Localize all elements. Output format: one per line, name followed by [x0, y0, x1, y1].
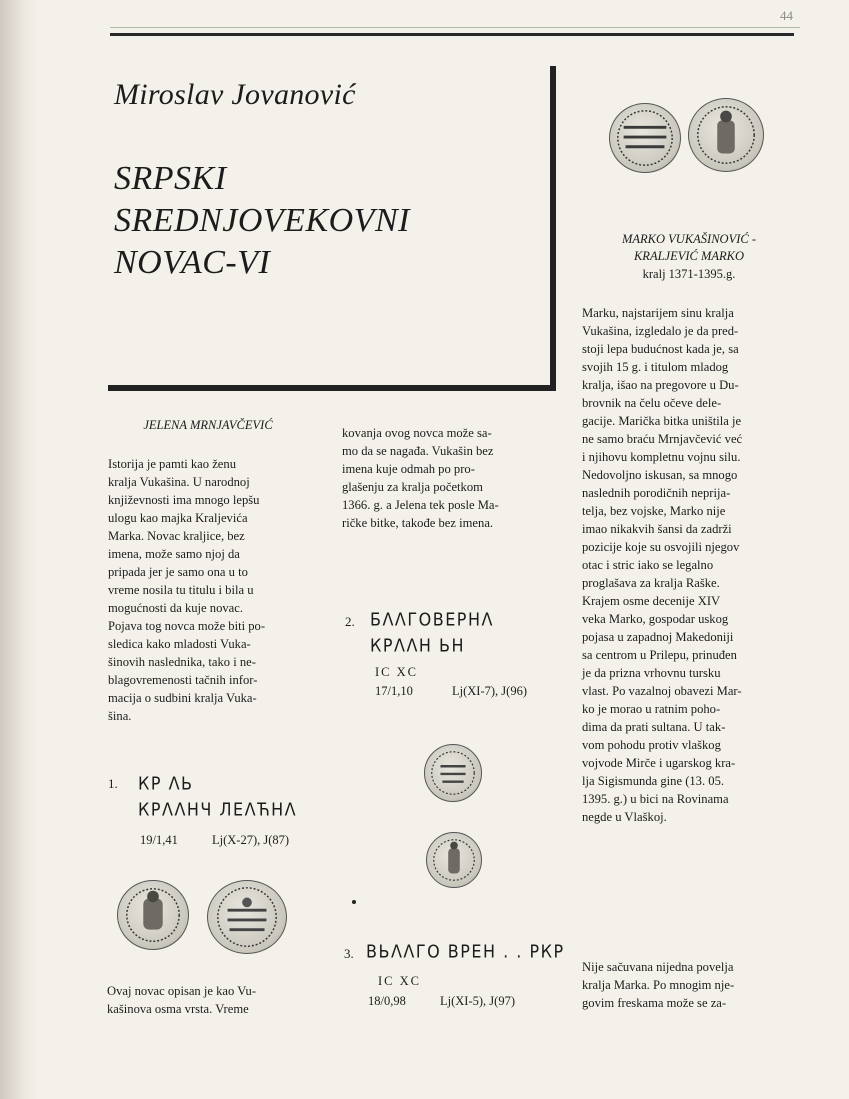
- marko-reign-dates: kralj 1371-1395.g.: [642, 267, 736, 281]
- text-line: pozicije koje su osvojili njegov: [582, 540, 740, 554]
- text-line: veka Marko, gospodar uskog: [582, 612, 729, 626]
- coin-1-legend-line-2: КРΛΛНЧ ЛЕΛЋНΛ: [138, 799, 298, 820]
- coin-1-legend-line-1: КР ΛЬ: [138, 773, 194, 794]
- coin-3-weight: 18/0,98: [368, 994, 406, 1008]
- coin-2-legend-line-2: КРΛΛН ЬН: [370, 635, 466, 656]
- coin-1-number: 1.: [108, 776, 118, 791]
- text-line: proglašava za kralja Raške.: [582, 576, 720, 590]
- text-line: glašenju za kralja početkom: [342, 480, 483, 494]
- text-line: Nije sačuvana nijedna povelja: [582, 960, 734, 974]
- text-line: Pojava tog novca može biti po-: [108, 619, 266, 633]
- coin-2-obverse-image: [424, 744, 482, 802]
- jelena-paragraph: [108, 455, 308, 725]
- text-line: svojih 15 g. i titulom mladog: [582, 360, 729, 374]
- text-line: Marka. Novac kraljice, bez: [108, 529, 245, 543]
- coin-2-weight: 17/1,10: [375, 684, 413, 698]
- marko-paragraph: [582, 304, 785, 826]
- text-line: vreme nosila tu titulu i bila u: [108, 583, 254, 597]
- article-title-line-3: NOVAC-VI: [114, 244, 271, 281]
- text-line: i njihovu kompletnu vojnu silu.: [582, 450, 741, 464]
- text-line: šina.: [108, 709, 132, 723]
- marko-heading-line-2: KRALJEVIĆ MARKO: [633, 249, 745, 263]
- middle-paragraph: [342, 424, 546, 532]
- stray-dot: [352, 900, 356, 904]
- marko-coin-obverse-image: [609, 103, 681, 173]
- text-line: mo da se nagađa. Vukašin bez: [342, 444, 494, 458]
- coin-1-obverse-image: [117, 880, 189, 950]
- text-line: ko je morao u ratnim poho-: [582, 702, 721, 716]
- page-gutter-shadow: [0, 0, 38, 1099]
- text-line: kralja Vukašina. U narodnoj: [108, 475, 250, 489]
- text-line: dima da prati sultana. U tak-: [582, 720, 726, 734]
- text-line: blagovremenosti tačnih infor-: [108, 673, 258, 687]
- author-name: Miroslav Jovanović: [114, 78, 356, 111]
- coin-1-description: [107, 982, 307, 1018]
- text-line: macija o sudbini kralja Vuka-: [108, 691, 257, 705]
- text-line: ulogu kao majka Kraljevića: [108, 511, 248, 525]
- coin-2-legend-line-1: БΛΛГОВЕРНΛ: [370, 609, 494, 630]
- text-line: vlast. Po vazalnoj obavezi Mar-: [582, 684, 742, 698]
- coin-3-refs: Lj(XI-5), J(97): [440, 994, 515, 1008]
- coin-1-refs: Lj(X-27), J(87): [212, 833, 290, 847]
- text-line: naslednih porodičnih neprija-: [582, 486, 731, 500]
- text-line: govim freskama može se za-: [582, 996, 727, 1010]
- coin-2-ic-xc: IC XC: [375, 665, 418, 679]
- text-line: 1366. g. a Jelena tek posle Ma-: [342, 498, 499, 512]
- text-line: imena kuje odmah po pro-: [342, 462, 475, 476]
- text-line: pripada jer je samo ona u to: [108, 565, 248, 579]
- header-thin-rule: [110, 27, 800, 28]
- text-line: gacije. Marička bitka uništila je: [582, 414, 742, 428]
- coin-2-refs: Lj(XI-7), J(96): [452, 684, 527, 698]
- text-line: mogućnosti da kuje novac.: [108, 601, 244, 615]
- text-line: kašinova osma vrsta. Vreme: [107, 1002, 249, 1016]
- text-line: stoji lepa budućnost kada je, sa: [582, 342, 739, 356]
- text-line: Vukašina, izgledalo je da pred-: [582, 324, 739, 338]
- text-line: kovanja ovog novca može sa-: [342, 426, 492, 440]
- article-title-line-2: SREDNJOVEKOVNI: [114, 202, 410, 239]
- coin-3-number: 3.: [344, 946, 354, 961]
- text-line: imena, može samo njoj da: [108, 547, 240, 561]
- text-line: kralja, išao na pregovore u Du-: [582, 378, 739, 392]
- coin-1-reverse-image: [207, 880, 287, 954]
- text-line: lja Sigismunda gine (13. 05.: [582, 774, 725, 788]
- text-line: ričke bitke, takođe bez imena.: [342, 516, 494, 530]
- text-line: šinovih naslednika, tako i ne-: [108, 655, 256, 669]
- marko-coin-reverse-image: [688, 98, 764, 172]
- page-number: 44: [780, 8, 793, 23]
- text-line: Marku, najstarijem sinu kralja: [582, 306, 734, 320]
- text-line: sledica kako mladosti Vuka-: [108, 637, 251, 651]
- text-line: brovnik na čelu očeve dele-: [582, 396, 722, 410]
- text-line: negde u Vlaškoj.: [582, 810, 667, 824]
- text-line: vom pohodu protiv vlaškog: [582, 738, 721, 752]
- coin-3-legend-line-1: ВЬΛΛГО ВРЕН . . РКР: [366, 941, 565, 962]
- text-line: kralja Marka. Po mnogim nje-: [582, 978, 735, 992]
- coin-1-weight: 19/1,41: [140, 833, 178, 847]
- text-line: ne samo braću Mrnjavčević već: [582, 432, 743, 446]
- marko-heading-line-1: MARKO VUKAŠINOVIĆ -: [621, 232, 756, 246]
- text-line: otac i stric iako se legalno: [582, 558, 714, 572]
- section-heading-jelena: JELENA MRNJAVČEVIĆ: [143, 418, 273, 432]
- text-line: vojvode Mirče i ugarskog kra-: [582, 756, 736, 770]
- text-line: književnosti ima mnogo lepšu: [108, 493, 260, 507]
- text-line: imao nikakvih šansi da zadrži: [582, 522, 732, 536]
- text-line: telja, bez vojske, Marko nije: [582, 504, 726, 518]
- marko-paragraph-2: [582, 958, 785, 1012]
- text-line: sa centrom u Prilepu, prinuđen: [582, 648, 737, 662]
- header-rule: [110, 33, 794, 36]
- coin-3-ic-xc: IC XC: [378, 974, 421, 988]
- text-line: Ovaj novac opisan je kao Vu-: [107, 984, 257, 998]
- text-line: pojasa u zapadnoj Makedoniji: [582, 630, 734, 644]
- text-line: Krajem osme decenije XIV: [582, 594, 721, 608]
- coin-2-reverse-image: [426, 832, 482, 888]
- text-line: je da prizna vrhovnu tursku: [582, 666, 721, 680]
- text-line: 1395. g.) u bici na Rovinama: [582, 792, 729, 806]
- coin-2-number: 2.: [345, 614, 355, 629]
- article-title-line-1: SRPSKI: [114, 160, 227, 197]
- text-line: Nedovoljno iskusan, sa mnogo: [582, 468, 738, 482]
- text-line: Istorija je pamti kao ženu: [108, 457, 236, 471]
